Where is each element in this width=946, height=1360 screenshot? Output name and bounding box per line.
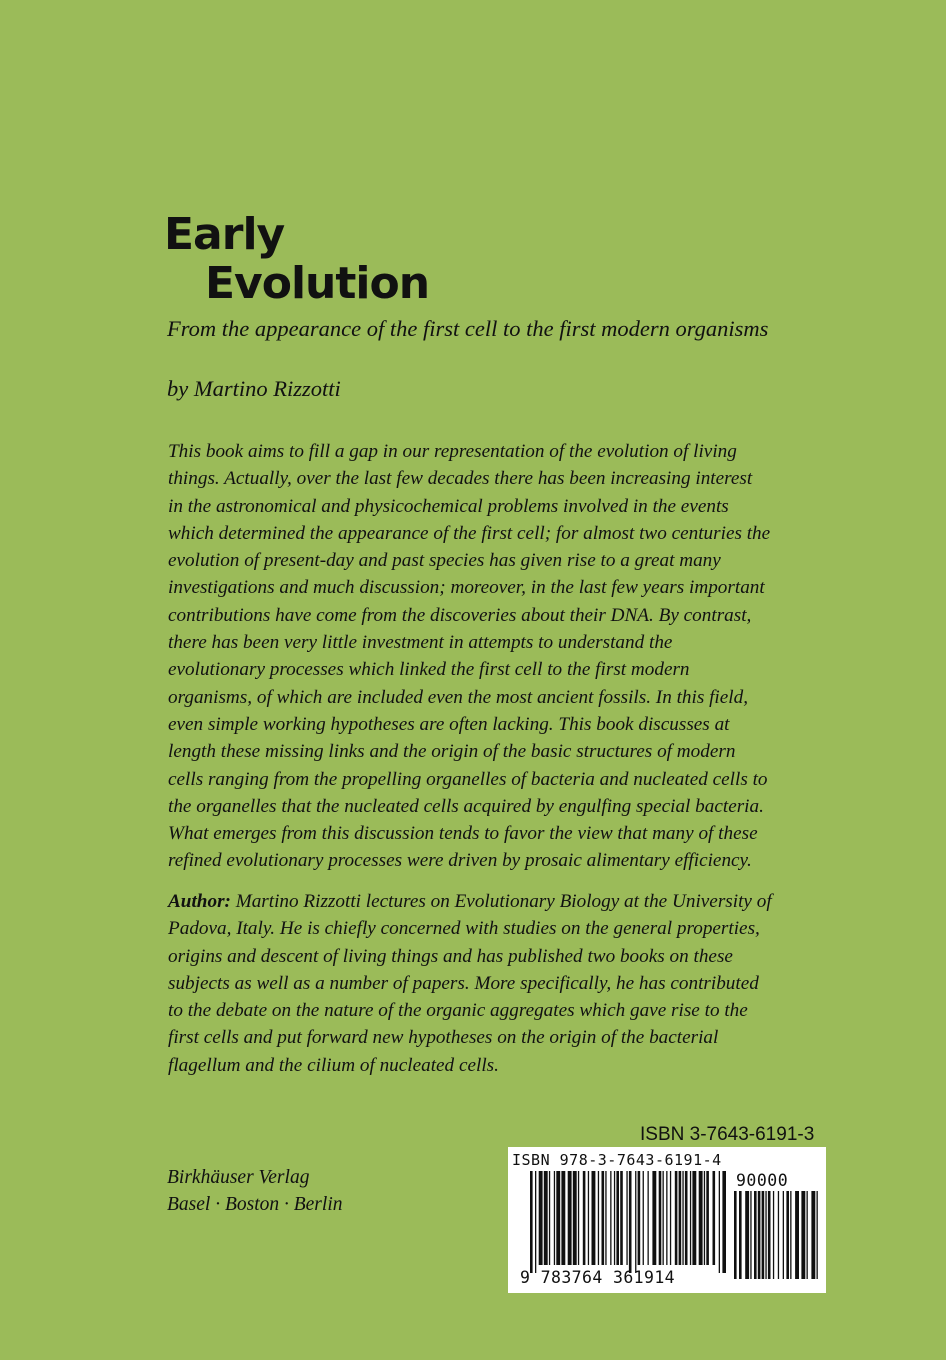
barcode-bar (659, 1171, 662, 1265)
barcode-addon-digits: 90000 (736, 1171, 789, 1190)
publisher-name: Birkhäuser Verlag (167, 1167, 310, 1188)
barcode-bar (643, 1171, 644, 1265)
barcode-bar (690, 1171, 691, 1265)
barcode-bar (704, 1171, 705, 1265)
bio-line: to the debate on the nature of the organic aggregates which gave rise to the (168, 1000, 748, 1022)
description-line: which determined the appearance of the first cell; for almost two centuries the (168, 522, 771, 544)
description-line: cells ranging from the propelling organelles of bacteria and nucleated cells to (168, 768, 768, 790)
barcode-bar (626, 1171, 627, 1265)
barcode-bar (722, 1171, 726, 1273)
barcode-bar (535, 1171, 536, 1273)
title-line-2: Evolution (205, 258, 430, 309)
barcode-bar (706, 1171, 709, 1265)
description-line: the organelles that the nucleated cells acquired by engulfing special bacteria. (168, 795, 764, 817)
description (168, 438, 828, 875)
barcode-bar (648, 1171, 649, 1265)
barcode-isbn: ISBN 978-3-7643-6191-4 (512, 1151, 722, 1169)
barcode-bar (765, 1191, 766, 1279)
description-line: contributions have come from the discoveries about their DNA. By contrast, (168, 604, 752, 626)
barcode-bar (573, 1171, 577, 1265)
bio-line: flagellum and the cilium of nucleated cells. (168, 1054, 499, 1076)
barcode-bar (783, 1191, 784, 1279)
bio-line: Padova, Italy. He is chiefly concerned with studies on the general properties, (168, 918, 760, 940)
barcode-bar (719, 1171, 720, 1273)
description-line: organisms, of which are included even the most ancient fossils. In this field, (168, 686, 748, 708)
barcode-bar (629, 1171, 632, 1273)
barcode-bar (530, 1171, 533, 1273)
description-line: What emerges from this discussion tends to favor the view that many of these (168, 823, 758, 845)
barcode-bar (786, 1191, 789, 1279)
barcode-bar (549, 1171, 550, 1265)
barcode-addon-bars (734, 1191, 820, 1287)
publisher (167, 1164, 342, 1218)
barcode-bar (679, 1171, 682, 1265)
publisher-cities: Basel · Boston · Berlin (167, 1194, 343, 1215)
barcode-bar (610, 1171, 611, 1265)
barcode-bar (592, 1171, 596, 1265)
description-line: evolutionary processes which linked the first cell to the first modern (168, 659, 690, 681)
barcode-bar (620, 1171, 623, 1265)
barcode-bar (588, 1171, 589, 1265)
barcode-bar (556, 1171, 560, 1265)
description-line: even simple working hypotheses are often lacking. This book discusses at (168, 713, 730, 735)
bio-line-text: Martino Rizzotti lectures on Evolutionary Biology at the University of (230, 891, 772, 912)
barcode-bar (578, 1171, 579, 1265)
barcode-bar (807, 1191, 808, 1279)
barcode-bar (544, 1171, 548, 1265)
bio-line: first cells and put forward new hypotheses on the origin of the bacterial (168, 1027, 719, 1049)
barcode-bar (568, 1171, 572, 1265)
title-line-1: Early (164, 209, 285, 260)
barcode-bar (745, 1191, 749, 1279)
barcode-bar (539, 1171, 543, 1265)
barcode-digits: 9 783764 361914 (520, 1268, 676, 1287)
description-line: refined evolutionary processes were driven by prosaic alimentary efficiency. (168, 850, 752, 872)
barcode-bar (663, 1171, 664, 1265)
barcode-bar (561, 1171, 565, 1265)
barcode-bar (790, 1191, 791, 1279)
barcode-bar (685, 1171, 688, 1265)
barcode-bar (666, 1171, 667, 1265)
barcode-bar (554, 1171, 555, 1265)
isbn-label: ISBN 3-7643-6191-3 (640, 1124, 815, 1145)
barcode-bar (795, 1191, 799, 1279)
barcode (508, 1147, 826, 1293)
barcode-bar (762, 1191, 765, 1279)
barcode-bar (614, 1171, 615, 1265)
description-line: This book aims to fill a gap in our representation of the evolution of living (168, 441, 737, 462)
barcode-bar (754, 1191, 757, 1279)
barcode-bars (530, 1171, 726, 1273)
author-line: by Martino Rizzotti (167, 376, 341, 401)
barcode-bar (811, 1191, 815, 1279)
author-bio (168, 888, 828, 1079)
bio-line (168, 888, 828, 915)
barcode-bar (758, 1191, 761, 1279)
barcode-bar (598, 1171, 599, 1265)
barcode-bar (768, 1191, 771, 1279)
barcode-bar (801, 1191, 805, 1279)
barcode-bar (616, 1171, 619, 1265)
subtitle: From the appearance of the first cell to the first modern organisms (167, 316, 769, 341)
barcode-bar (734, 1191, 737, 1279)
barcode-bar (750, 1191, 751, 1279)
barcode-bar (583, 1171, 586, 1265)
barcode-bar (699, 1171, 703, 1265)
description-line: there has been very little investment in attempts to understand the (168, 632, 673, 654)
bio-label: Author: (168, 891, 231, 912)
barcode-bar (635, 1171, 636, 1273)
bio-line: subjects as well as a number of papers. More specifically, he has contributed (168, 972, 759, 994)
description-line: evolution of present-day and past species has given rise to a great many (168, 550, 721, 572)
barcode-bar (778, 1191, 779, 1279)
barcode-bar (739, 1191, 742, 1279)
barcode-bar (675, 1171, 678, 1265)
barcode-bar (817, 1191, 818, 1279)
barcode-bar (652, 1171, 656, 1265)
barcode-bar (682, 1171, 683, 1265)
description-line: investigations and much discussion; moreover, in the last few years important (168, 577, 765, 599)
description-line: things. Actually, over the last few decades there has been increasing interest (168, 468, 753, 490)
barcode-bar (692, 1171, 696, 1265)
description-line: length these missing links and the origin of the basic structures of modern (168, 741, 736, 763)
barcode-bar (605, 1171, 606, 1265)
barcode-bar (602, 1171, 605, 1265)
bio-line: origins and descent of living things and has published two books on these (168, 945, 733, 967)
barcode-bar (638, 1171, 641, 1265)
barcode-bar (670, 1171, 671, 1265)
barcode-bar (773, 1191, 774, 1279)
barcode-bar (713, 1171, 716, 1265)
description-line: in the astronomical and physicochemical problems involved in the events (168, 495, 729, 517)
